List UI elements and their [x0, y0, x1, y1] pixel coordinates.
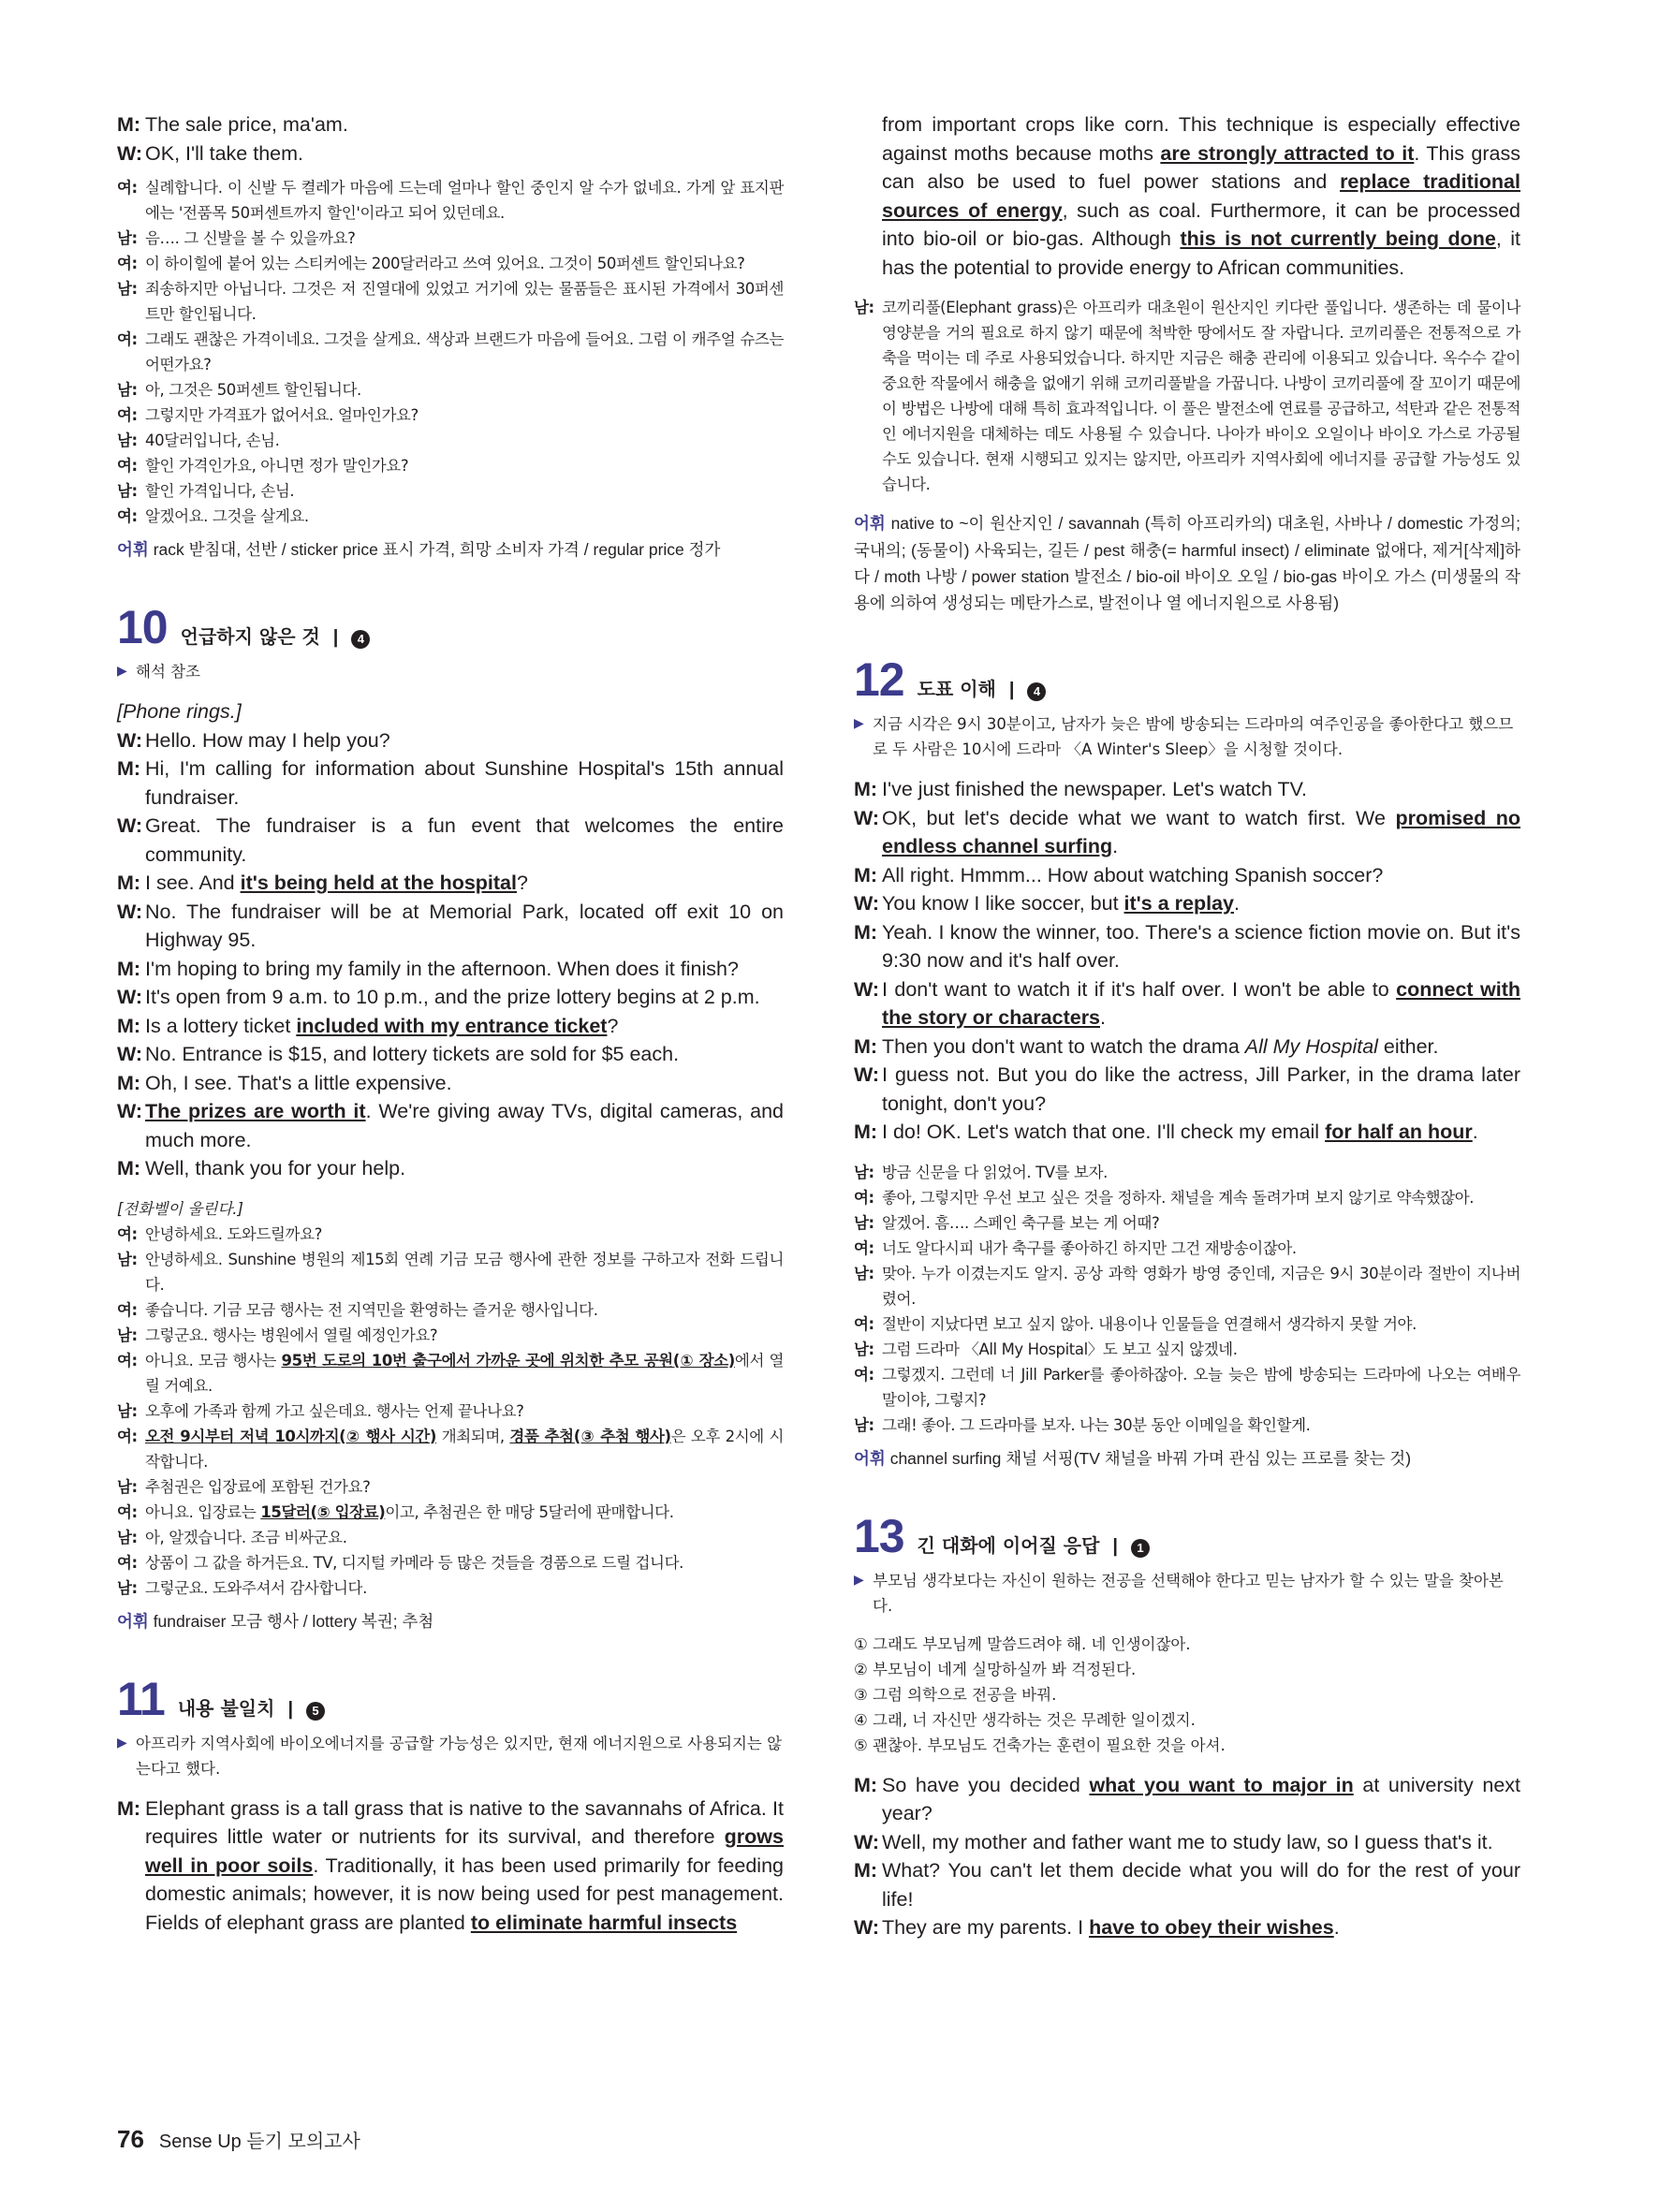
korean-line	[117, 403, 784, 428]
speaker-label: M:	[117, 1014, 141, 1037]
line-text: 아니요. 입장료는 15달러(⑤ 입장료)이고, 추첨권은 한 매당 5달러에 판매합니다.	[145, 1502, 674, 1521]
q13-dialog	[854, 1771, 1520, 1942]
q13-number: 13	[854, 1509, 904, 1562]
line-text: I'm hoping to bring my family in the afternoon. When does it finish?	[145, 957, 739, 980]
dialog-line	[117, 869, 784, 898]
line-text: No. Entrance is $15, and lottery tickets are sold for $5 each.	[145, 1043, 680, 1065]
korean-line	[117, 276, 784, 327]
vocab-text: rack 받침대, 선반 / sticker price 표시 가격, 희망 소비자 가격 / regular price 정가	[153, 540, 721, 559]
q10-korean-stage-direction: [전화벨이 울린다.]	[117, 1199, 243, 1218]
top-korean-translation	[117, 175, 784, 529]
speaker-label: 여:	[117, 1300, 138, 1319]
korean-line	[854, 1337, 1520, 1362]
speaker-label: M:	[854, 863, 878, 886]
line-text: 오전 9시부터 저녁 10시까지(② 행사 시간) 개최되며, 경품 추첨(③ 추첨 행사)은 오후 2시에 시작합니다.	[145, 1427, 784, 1471]
q10-note	[117, 659, 784, 684]
vocab-text: native to ~이 원산지인 / savannah (특히 아프리카의) 대초원, 사바나 / domestic 가정의; 국내의; (동물이) 사육되는, 길든 / pest 해충(= harmful insect) / eliminate 없애다, 제거[삭제]하다 / moth 나방 / power station 발전소 / bio-oil 바이오 오일 / bio-gas 바이오 가스 (미생물의 작용에 의하여 생성되는 메탄가스로, 발전이나 열 에너지원으로 사용됨)	[854, 514, 1520, 612]
speaker-label: 남:	[117, 1401, 138, 1420]
line-text: 좋습니다. 기금 모금 행사는 전 지역민을 환영하는 즐거운 행사입니다.	[145, 1300, 598, 1319]
line-text: 그렇군요. 행사는 병원에서 열릴 예정인가요?	[145, 1326, 438, 1344]
q12-note-text: 지금 시각은 9시 30분이고, 남자가 늦은 밤에 방송되는 드라마의 여주인공을 좋아한다고 했으므로 두 사람은 10시에 드라마 〈A Winter's Sleep〉을 시청할 것이다.	[873, 715, 1514, 758]
korean-line	[117, 1348, 784, 1399]
korean-line	[117, 1550, 784, 1575]
speaker-label: 남:	[117, 229, 138, 247]
line-text: Hi, I'm calling for information about Sunshine Hospital's 15th annual fundraiser.	[145, 757, 784, 809]
line-text: 그렇군요. 도와주셔서 감사합니다.	[145, 1578, 367, 1597]
q11-number: 11	[117, 1672, 165, 1725]
line-text: 절반이 지났다면 보고 싶지 않아. 내용이나 인물들을 연결해서 생각하지 못할 거야.	[882, 1314, 1417, 1333]
line-text: I do! OK. Let's watch that one. I'll check my email for half an hour.	[882, 1121, 1478, 1143]
dialog-line	[854, 1828, 1520, 1857]
korean-line	[854, 1261, 1520, 1311]
dialog-line	[117, 1040, 784, 1069]
line-text: 추첨권은 입장료에 포함된 건가요?	[145, 1477, 371, 1496]
q12-title: 도표 이해	[917, 678, 996, 700]
line-text: It's open from 9 a.m. to 10 p.m., and the prize lottery begins at 2 p.m.	[145, 986, 760, 1008]
q10-note-text: 해석 참조	[136, 663, 201, 681]
line-text: 너도 알다시피 내가 축구를 좋아하긴 하지만 그건 재방송이잖아.	[882, 1238, 1297, 1257]
q13-options	[854, 1632, 1520, 1758]
speaker-label: 남:	[117, 1477, 138, 1496]
line-text: Great. The fundraiser is a fun event that welcomes the entire community.	[145, 814, 784, 866]
q13-divider: |	[1112, 1535, 1119, 1557]
q10-heading	[117, 601, 784, 653]
book-title: Sense Up 듣기 모의고사	[158, 2131, 360, 2152]
speaker-label: 남:	[854, 1213, 874, 1232]
speaker-label: M:	[117, 872, 141, 894]
korean-line	[117, 1297, 784, 1323]
dialog-line	[854, 889, 1520, 918]
q10-number: 10	[117, 601, 168, 653]
speaker-label: M:	[117, 957, 141, 980]
line-text: Elephant grass is a tall grass that is native to the savannahs of Africa. It requires little water or nutrients for its survival, and therefore grows well in poor soils. Traditionally, it has been used primarily for feeding domestic animals; however, it is now being used for pest management. Fields of elephant grass are planted to eliminate harmful insects	[145, 1796, 784, 1934]
speaker-label: 여:	[854, 1314, 874, 1333]
korean-line	[854, 1236, 1520, 1261]
answer-option: ③ 그럼 의학으로 전공을 바꿔.	[854, 1685, 1057, 1704]
dialog-line	[854, 975, 1520, 1033]
vocab-text: fundraiser 모금 행사 / lottery 복권; 추첨	[153, 1611, 434, 1631]
line-text: 알겠어. 흠…. 스페인 축구를 보는 게 어때?	[882, 1213, 1160, 1232]
dialog-line	[117, 1012, 784, 1041]
korean-line	[117, 1222, 784, 1247]
line-text: I guess not. But you do like the actress, Jill Parker, in the drama later tonight, don't you?	[882, 1063, 1520, 1115]
dialog-line	[117, 812, 784, 869]
q12-note	[854, 711, 1520, 762]
speaker-label: M:	[117, 757, 141, 780]
speaker-label: 남:	[854, 1264, 874, 1282]
speaker-label: 여:	[117, 1553, 138, 1572]
korean-line	[117, 1399, 784, 1424]
line-text: 그럼 드라마 〈All My Hospital〉도 보고 싶지 않겠네.	[882, 1340, 1238, 1358]
speaker-label: 남:	[117, 1528, 138, 1546]
line-text: 이 하이힐에 붙어 있는 스티커에는 200달러라고 쓰여 있어요. 그것이 50퍼센트 할인되나요?	[145, 255, 745, 272]
line-text: 맞아. 누가 이겼는지도 알지. 공상 과학 영화가 방영 중인데, 지금은 9시 30분이라 절반이 지나버렸어.	[882, 1264, 1520, 1308]
q10-divider: |	[332, 627, 339, 648]
q13-note	[854, 1568, 1520, 1619]
dialog-line	[117, 754, 784, 812]
speaker-label: 남:	[854, 1163, 874, 1181]
speaker-label: 여:	[117, 255, 138, 272]
speaker-label: 여:	[117, 406, 138, 424]
q13-heading	[854, 1510, 1520, 1562]
dialog-line	[117, 110, 784, 139]
line-text: 40달러입니다, 손님.	[145, 432, 280, 449]
line-text: They are my parents. I have to obey their wishes.	[882, 1916, 1340, 1939]
dialog-line	[854, 804, 1520, 861]
line-text: OK, I'll take them.	[145, 141, 303, 165]
line-text: 안녕하세요. 도와드릴까요?	[145, 1224, 322, 1243]
q12-divider: |	[1008, 680, 1015, 700]
line-text: Hello. How may I help you?	[145, 728, 390, 752]
korean-line	[854, 1311, 1520, 1337]
dialog-line	[854, 1118, 1520, 1147]
korean-text: 코끼리풀(Elephant grass)은 아프리카 대초원이 원산지인 키다란 풀입니다. 생존하는 데 물이나 영양분을 거의 필요로 하지 않기 때문에 척박한 땅에서도 잘 자랍니다. 코끼리풀은 전통적으로 가축을 먹이는 데 주로 사용되었습니다. 하지만 지금은 해충 관리에 이용되고 있습니다. 옥수수 같이 중요한 작물에서 해충을 없애기 위해 코끼리풀밭을 가꿉니다. 나방이 코끼리풀에 잘 꼬이기 때문에 이 방법은 나방에 대해 특히 효과적입니다. 이 풀은 발전소에 연료를 공급하고, 석탄과 같은 전통적인 에너지원을 대체하는 데도 사용될 수 있습니다. 나아가 바이오 오일이나 바이오 가스로 가공될 수도 있습니다. 현재 시행되고 있지는 않지만, 아프리카 지역사회에 에너지를 공급할 가능성도 있습니다.	[882, 299, 1520, 493]
q11-note	[117, 1731, 784, 1781]
top-vocab	[117, 536, 784, 564]
q11-title: 내용 불일치	[177, 1696, 275, 1720]
triangle-arrow-icon: ▶	[117, 664, 127, 679]
q10-korean-translation	[117, 1222, 784, 1601]
line-text: No. The fundraiser will be at Memorial Park, located off exit 10 on Highway 95.	[145, 900, 784, 951]
dialog-line	[117, 983, 784, 1012]
speaker-label: 남:	[854, 1415, 874, 1434]
korean-line	[117, 1247, 784, 1297]
line-text: I don't want to watch it if it's half over. I won't be able to connect with the story or characters.	[882, 977, 1520, 1029]
speaker-label: M:	[117, 1157, 141, 1179]
speaker-label: M:	[117, 1071, 141, 1094]
speaker-label: 남:	[854, 1340, 874, 1358]
speaker-label: 여:	[117, 1351, 138, 1370]
speaker-label: W:	[117, 141, 143, 165]
speaker-label: 남:	[117, 1326, 138, 1344]
speaker-label: M:	[854, 1773, 878, 1796]
speaker-label: M:	[117, 1796, 141, 1820]
dialog-line	[854, 1771, 1520, 1828]
q12-korean-translation	[854, 1160, 1520, 1438]
q11-korean-translation	[854, 295, 1520, 497]
line-text: Then you don't want to watch the drama All My Hospital either.	[882, 1034, 1439, 1058]
dialog-line	[854, 1856, 1520, 1913]
speaker-label: W:	[117, 1043, 143, 1065]
line-text: Yeah. I know the winner, too. There's a science fiction movie on. But it's 9:30 now and it's half over.	[882, 920, 1520, 972]
line-text: OK, but let's decide what we want to watch first. We promised no endless channel surfing.	[882, 806, 1520, 857]
speaker-label: W:	[854, 1916, 880, 1939]
speaker-label: 여:	[854, 1188, 874, 1207]
speaker-label: 여:	[117, 457, 138, 475]
dialog-line	[854, 1913, 1520, 1942]
line-text: 안녕하세요. Sunshine 병원의 제15회 연례 기금 모금 행사에 관한 정보를 구하고자 전화 드립니다.	[145, 1250, 784, 1294]
line-text: Oh, I see. That's a little expensive.	[145, 1071, 452, 1094]
korean-line	[117, 226, 784, 251]
vocab-label: 어휘	[117, 1612, 149, 1632]
speaker-label: M:	[854, 1034, 878, 1058]
speaker-label: W:	[117, 1100, 143, 1122]
q13-title: 긴 대화에 이어질 응답	[917, 1533, 1100, 1557]
dialog-line	[854, 1033, 1520, 1062]
line-text: 그래! 좋아. 그 드라마를 보자. 나는 30분 동안 이메일을 확인할게.	[882, 1415, 1311, 1434]
line-text: The prizes are worth it. We're giving away TVs, digital cameras, and much more.	[145, 1100, 785, 1151]
line-text: 그래도 괜찮은 가격이네요. 그것을 살게요. 색상과 브랜드가 마음에 들어요. 그럼 이 캐주얼 슈즈는 어떤가요?	[145, 330, 784, 374]
q11-dialog	[117, 1795, 784, 1938]
dialog-line	[854, 861, 1520, 890]
q12-dialog	[854, 775, 1520, 1147]
korean-line	[117, 453, 784, 478]
vocab-label: 어휘	[117, 541, 149, 560]
dialog-line	[854, 775, 1520, 804]
answer-option: ② 부모님이 네게 실망하실까 봐 걱정된다.	[854, 1660, 1137, 1678]
answer-option: ① 그래도 부모님께 말씀드려야 해. 네 인생이잖아.	[854, 1634, 1191, 1653]
korean-line	[117, 1323, 784, 1348]
speaker-label: M:	[854, 778, 878, 800]
dialog-line	[854, 918, 1520, 975]
speaker-label: 여:	[117, 1224, 138, 1243]
line-text: 오후에 가족과 함께 가고 싶은데요. 행사는 언제 끝나나요?	[145, 1401, 524, 1420]
speaker-label: 여:	[854, 1365, 874, 1384]
triangle-arrow-icon: ▶	[117, 1735, 127, 1751]
q11-vocab	[854, 510, 1520, 616]
top-dialog	[117, 110, 784, 168]
q13-note-text: 부모님 생각보다는 자신이 원하는 전공을 선택해야 한다고 믿는 남자가 할 수 있는 말을 찾아본다.	[873, 1571, 1504, 1615]
q10-stage-direction: [Phone rings.]	[117, 700, 242, 723]
triangle-arrow-icon: ▶	[854, 716, 864, 731]
speaker-label: 여:	[117, 179, 138, 197]
line-text: You know I like soccer, but it's a replay.	[882, 892, 1240, 915]
q11-heading	[117, 1673, 784, 1725]
korean-line	[117, 428, 784, 453]
line-text: 그렇지만 가격표가 없어서요. 얼마인가요?	[145, 406, 418, 424]
speaker-label: W:	[854, 1063, 880, 1086]
line-text: What? You can't let them decide what you will do for the rest of your life!	[882, 1859, 1520, 1911]
speaker-label: M:	[854, 1121, 878, 1143]
korean-line	[117, 1575, 784, 1601]
speaker-label: 남:	[117, 1578, 138, 1597]
answer-option: ④ 그래, 너 자신만 생각하는 것은 무례한 일이겠지.	[854, 1710, 1196, 1729]
speaker-label: M:	[854, 920, 878, 944]
speaker-label: 남:	[117, 1250, 138, 1268]
speaker-label: W:	[117, 986, 143, 1008]
line-text: 좋아, 그렇지만 우선 보고 싶은 것을 정하자. 채널을 계속 돌려가며 보지 않기로 약속했잖아.	[882, 1188, 1475, 1207]
korean-line	[117, 327, 784, 377]
dialog-line	[117, 1097, 784, 1154]
vocab-label: 어휘	[854, 1449, 886, 1469]
line-text: 할인 가격입니다, 손님.	[145, 482, 295, 500]
korean-line	[117, 504, 784, 529]
dialog-line	[854, 1061, 1520, 1118]
speaker-label: 남:	[117, 381, 138, 399]
line-text: I see. And it's being held at the hospital?	[145, 872, 528, 894]
speaker-label: W:	[854, 806, 880, 829]
line-text: 알겠어요. 그것을 살게요.	[145, 507, 309, 525]
speaker-label: W:	[117, 814, 143, 837]
vocab-text: channel surfing 채널 서핑(TV 채널을 바꿔 가며 관심 있는 프로를 찾는 것)	[889, 1448, 1412, 1468]
line-text: So have you decided what you want to major in at university next year?	[882, 1773, 1521, 1824]
speaker-label: 남:	[854, 299, 874, 316]
korean-line	[117, 1500, 784, 1525]
korean-line	[854, 1362, 1520, 1413]
speaker-label: W:	[854, 1830, 880, 1853]
line-text: 할인 가격인가요, 아니면 정가 말인가요?	[145, 457, 409, 475]
q11-answer-badge: 5	[306, 1702, 325, 1721]
q11-divider: |	[287, 1698, 294, 1720]
line-text: 그렇겠지. 그런데 너 Jill Parker를 좋아하잖아. 오늘 늦은 밤에 방송되는 드라마에 나오는 여배우 말이야, 그렇지?	[882, 1365, 1520, 1409]
answer-option: ⑤ 괜찮아. 부모님도 건축가는 훈련이 필요한 것을 아셔.	[854, 1736, 1226, 1754]
speaker-label: 여:	[117, 1427, 138, 1445]
dialog-line	[117, 726, 784, 755]
line-text: Is a lottery ticket included with my entrance ticket?	[145, 1014, 619, 1037]
speaker-label: 여:	[854, 1238, 874, 1257]
line-text: The sale price, ma'am.	[145, 113, 348, 136]
line-text: 아, 알겠습니다. 조금 비싸군요.	[145, 1528, 347, 1546]
speaker-label: 남:	[117, 432, 138, 449]
korean-line	[854, 1185, 1520, 1210]
line-text: Well, my mother and father want me to study law, so I guess that's it.	[882, 1830, 1493, 1853]
q10-title: 언급하지 않은 것	[180, 625, 320, 648]
page-number: 76	[117, 2125, 144, 2153]
korean-line	[117, 478, 784, 504]
q12-number: 12	[854, 653, 904, 706]
korean-line	[117, 1525, 784, 1550]
line-text: 죄송하지만 아닙니다. 그것은 저 진열대에 있었고 거기에 있는 물품들은 표시된 가격에서 30퍼센트만 할인됩니다.	[145, 280, 784, 323]
line-text: 상품이 그 값을 하거든요. TV, 디지털 카메라 등 많은 것들을 경품으로 드릴 겁니다.	[145, 1553, 683, 1572]
q12-heading	[854, 653, 1520, 706]
speaker-label: M:	[854, 1859, 878, 1882]
q10-vocab	[117, 1608, 784, 1635]
dialog-line	[117, 139, 784, 168]
line-text: 실례합니다. 이 신발 두 켤레가 마음에 드는데 얼마나 할인 중인지 알 수가 없네요. 가게 앞 표지판에는 '전품목 50퍼센트까지 할인'이라고 되어 있던데요.	[145, 179, 784, 222]
dialog-line	[117, 1795, 784, 1938]
line-text: 음…. 그 신발을 볼 수 있을까요?	[145, 229, 356, 247]
korean-line	[854, 1413, 1520, 1438]
q10-dialog	[117, 726, 784, 1183]
dialog-line	[117, 1069, 784, 1098]
dialog-line	[117, 1154, 784, 1183]
q12-vocab	[854, 1445, 1520, 1472]
q11-note-text: 아프리카 지역사회에 바이오에너지를 공급할 가능성은 있지만, 현재 에너지원으로 사용되지는 않는다고 했다.	[136, 1734, 783, 1778]
dialog-line	[117, 955, 784, 984]
q11-continued	[854, 110, 1520, 282]
korean-line	[117, 175, 784, 226]
dialog-line	[117, 898, 784, 955]
korean-line	[854, 1160, 1520, 1185]
speaker-label: M:	[117, 113, 141, 136]
korean-line	[854, 1210, 1520, 1236]
speaker-label: W:	[854, 892, 880, 915]
speaker-label: 남:	[117, 280, 138, 298]
q11-continued-text: from important crops like corn. This technique is especially effective against moths because moths are strongly attracted to it. This grass can also be used to fuel power stations and replace traditional sources of energy, such as coal. Furthermore, it can be processed into bio-oil or bio-gas. Although this is not currently being done, it has the potential to provide energy to African communities.	[882, 113, 1521, 279]
korean-line	[117, 251, 784, 276]
korean-line	[117, 1424, 784, 1474]
line-text: 아니요. 모금 행사는 95번 도로의 10번 출구에서 가까운 곳에 위치한 추모 공원(① 장소)에서 열릴 거예요.	[145, 1351, 784, 1395]
speaker-label: 여:	[117, 507, 138, 525]
line-text: I've just finished the newspaper. Let's watch TV.	[882, 778, 1308, 800]
page-footer	[117, 2125, 360, 2154]
right-column	[854, 110, 1520, 1942]
q13-answer-badge: 1	[1131, 1539, 1150, 1558]
speaker-label: W:	[117, 900, 143, 923]
speaker-label: 남:	[117, 482, 138, 500]
speaker-label: 여:	[117, 1502, 138, 1521]
left-column	[117, 110, 784, 1937]
speaker-label: W:	[854, 977, 880, 1001]
korean-line	[117, 377, 784, 403]
line-text: 아, 그것은 50퍼센트 할인됩니다.	[145, 381, 361, 399]
line-text: Well, thank you for your help.	[145, 1157, 406, 1179]
q10-answer-badge: 4	[351, 630, 370, 649]
korean-line	[117, 1474, 784, 1500]
q12-answer-badge: 4	[1027, 682, 1046, 701]
triangle-arrow-icon: ▶	[854, 1572, 864, 1588]
vocab-label: 어휘	[854, 515, 886, 534]
speaker-label: W:	[117, 728, 143, 752]
line-text: All right. Hmmm... How about watching Spanish soccer?	[882, 863, 1384, 886]
speaker-label: 여:	[117, 330, 138, 348]
line-text: 방금 신문을 다 읽었어. TV를 보자.	[882, 1163, 1108, 1181]
